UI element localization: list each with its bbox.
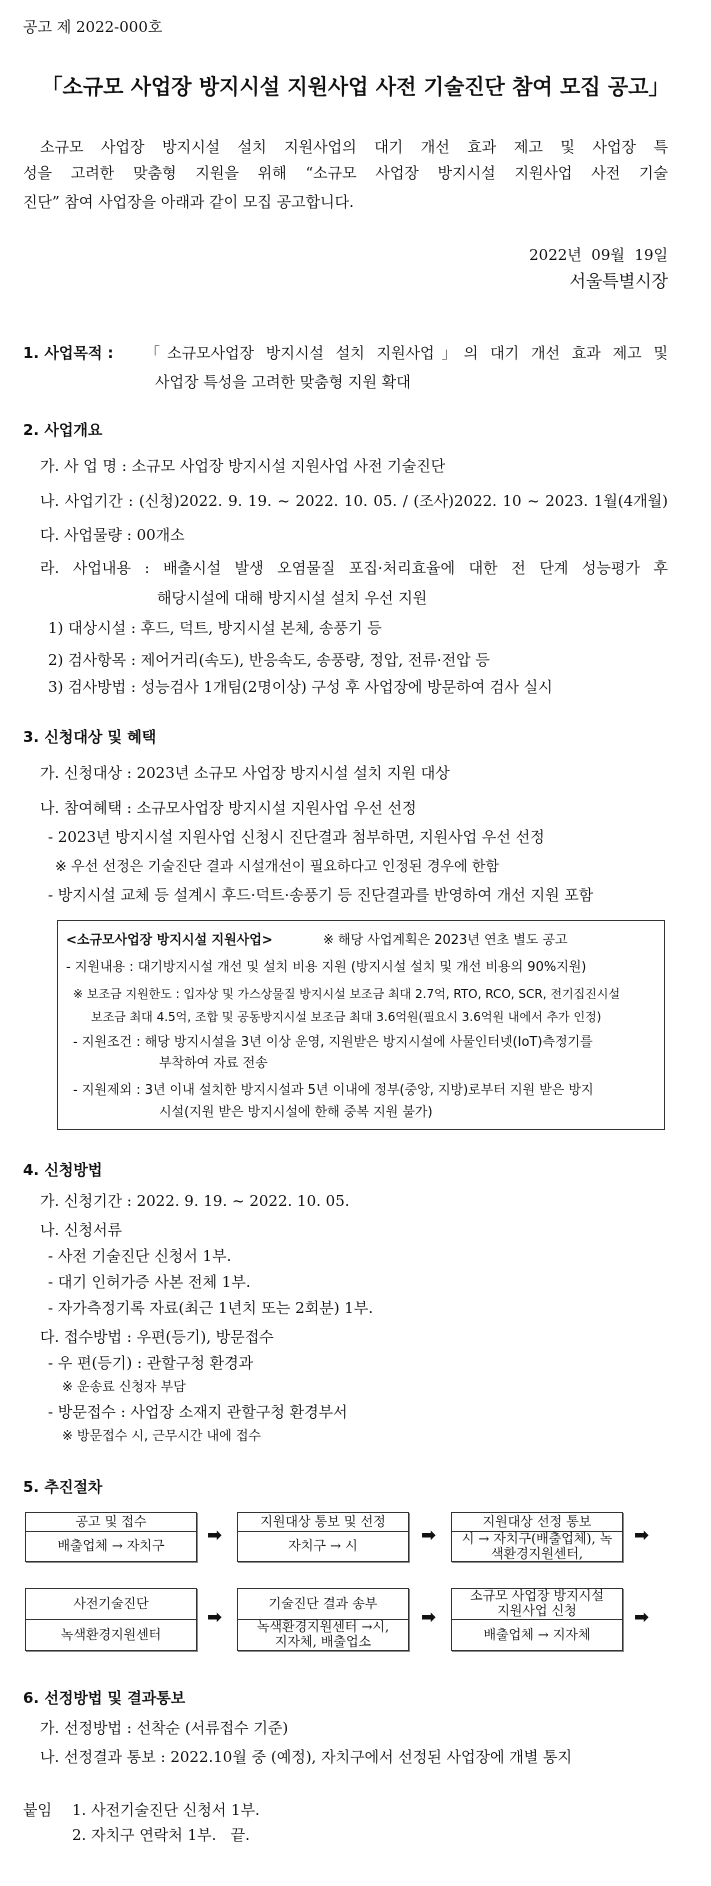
section-1-text: 「소규모사업장 방지시설 설치 지원사업」의 대기 개선 효과 제고 및 (145, 344, 668, 362)
arrow-right-icon: ➡ (207, 1607, 223, 1628)
section-2-item: 나. 사업기간 : (신청)2022. 9. 19. ~ 2022. 10. 05. / (조사)2022. 10 ~ 2023. 1월(4개월) (40, 492, 668, 510)
section-3-item: 나. 참여혜택 : 소규모사업장 방지시설 지원사업 우선 선정 (40, 799, 417, 817)
notice-number: 공고 제 2022-000호 (23, 18, 163, 36)
box-line: - 지원내용 : 대기방지시설 개선 및 설치 비용 지원 (방지시설 설치 및 개선 비용의 90%지원) (66, 960, 587, 975)
section-3-note: ※ 우선 선정은 기술진단 결과 시설개선이 필요하다고 인정된 경우에 한함 (55, 859, 499, 875)
issuer: 서울특별시장 (569, 272, 668, 292)
step-detail: 녹색환경지원센터 (60, 1627, 162, 1643)
section-2-heading: 2. 사업개요 (23, 421, 103, 439)
section-4-note: ※ 방문접수 시, 근무시간 내에 접수 (62, 1429, 261, 1444)
box-line: 부착하여 자료 전송 (159, 1056, 268, 1071)
arrow-right-icon: ➡ (421, 1607, 437, 1628)
section-4-heading: 4. 신청방법 (23, 1161, 103, 1179)
box-title: <소규모사업장 방지시설 지원사업> (66, 933, 273, 948)
section-2-item: 1) 대상시설 : 후드, 덕트, 방지시설 본체, 송풍기 등 (48, 619, 382, 637)
step-detail: 자치구 → 시 (288, 1539, 358, 1554)
section-2-item: 다. 사업물량 : 00개소 (40, 526, 185, 544)
section-2-item: 라. 사업내용 : 배출시설 발생 오염물질 포집·처리효율에 대한 전 단계 성능평가 후 (40, 559, 668, 577)
process-step (237, 1512, 409, 1562)
section-6-item: 나. 선정결과 통보 : 2022.10월 중 (예정), 자치구에서 선정된 사업장에 개별 통지 (40, 1748, 573, 1766)
section-3-item: 가. 신청대상 : 2023년 소규모 사업장 방지시설 설치 지원 대상 (40, 764, 450, 782)
process-step (237, 1588, 409, 1651)
step-title: 공고 및 접수 (26, 1513, 196, 1532)
section-6-item: 가. 선정방법 : 선착순 (서류접수 기준) (40, 1719, 289, 1737)
section-1-text: 사업장 특성을 고려한 맞춤형 지원 확대 (155, 373, 411, 391)
process-step (25, 1588, 197, 1651)
arrow-right-icon: ➡ (634, 1525, 650, 1546)
step-title: 소규모 사업장 방지시설 지원사업 신청 (452, 1589, 622, 1620)
section-4-item: - 자가측정기록 자료(최근 1년치 또는 2회분) 1부. (48, 1299, 374, 1317)
section-3-heading: 3. 신청대상 및 혜택 (23, 728, 157, 746)
section-1-heading: 1. 사업목적 : (23, 344, 114, 362)
intro-line: 성을 고려한 맞춤형 지원을 위해 “소규모 사업장 방지시설 지원사업 사전 기술 (23, 164, 668, 182)
step-title: 기술진단 결과 송부 (238, 1589, 408, 1620)
step-detail: 녹색환경지원센터 →시, 지자체, 배출업소 (256, 1620, 390, 1650)
support-program-box (57, 920, 665, 1130)
notice-date: 2022년 09월 19일 (529, 246, 668, 264)
section-5-heading: 5. 추진절차 (23, 1478, 103, 1496)
section-4-item: 나. 신청서류 (40, 1221, 122, 1239)
intro-line: 진단” 참여 사업장을 아래과 같이 모집 공고합니다. (23, 193, 354, 211)
step-detail: 시 → 자치구(배출업체), 녹색환경지원센터, (461, 1531, 613, 1562)
box-line: 시설(지원 받은 방지시설에 한해 중복 지원 불가) (159, 1105, 433, 1120)
arrow-right-icon: ➡ (207, 1525, 223, 1546)
process-step (25, 1512, 197, 1562)
attachment-item: 1. 사전기술진단 신청서 1부. (72, 1801, 260, 1819)
process-step (451, 1512, 623, 1562)
step-title: 지원대상 통보 및 선정 (238, 1513, 408, 1532)
section-2-item: 3) 검사방법 : 성능검사 1개팀(2명이상) 구성 후 사업장에 방문하여 검사 실시 (48, 678, 553, 696)
section-2-item: 2) 검사항목 : 제어거리(속도), 반응속도, 송풍량, 정압, 전류·전압 등 (48, 651, 490, 669)
section-4-item: - 우 편(등기) : 관할구청 환경과 (48, 1354, 254, 1372)
box-line: 보조금 최대 4.5억, 조합 및 공동방지시설 보조금 최대 3.6억원(필요시 3.6억원 내에서 추가 인정) (91, 1010, 602, 1024)
box-line: - 지원제외 : 3년 이내 설치한 방지시설과 5년 이내에 정부(중앙, 지방)로부터 지원 받은 방지 (73, 1083, 594, 1098)
section-4-item: 다. 접수방법 : 우편(등기), 방문접수 (40, 1328, 274, 1346)
step-detail: 배출업체 → 자치구 (57, 1539, 165, 1554)
attachments-label: 붙임 (23, 1801, 52, 1819)
section-3-item: - 방지시설 교체 등 설계시 후드·덕트·송풍기 등 진단결과를 반영하여 개선 지원 포함 (48, 886, 594, 904)
step-title: 사전기술진단 (26, 1589, 196, 1620)
intro-line: 소규모 사업장 방지시설 설치 지원사업의 대기 개선 효과 제고 및 사업장 특 (40, 138, 668, 156)
arrow-right-icon: ➡ (421, 1525, 437, 1546)
box-line: ※ 보조금 지원한도 : 입자상 및 가스상물질 방지시설 보조금 최대 2.7억, RTO, RCO, SCR, 전기집진시설 (73, 987, 620, 1001)
section-6-heading: 6. 선정방법 및 결과통보 (23, 1689, 186, 1707)
box-note: ※ 해당 사업계획은 2023년 연초 별도 공고 (323, 933, 568, 948)
document-title: 「소규모 사업장 방지시설 지원사업 사전 기술진단 참여 모집 공고」 (41, 75, 670, 99)
box-line: - 지원조건 : 해당 방지시설을 3년 이상 운영, 지원받은 방지시설에 사물인터넷(IoT)측정기를 (73, 1035, 593, 1050)
section-4-item: - 방문접수 : 사업장 소재지 관할구청 환경부서 (48, 1403, 348, 1421)
section-4-item: - 사전 기술진단 신청서 1부. (48, 1247, 232, 1265)
section-3-item: - 2023년 방지시설 지원사업 신청시 진단결과 첨부하면, 지원사업 우선 선정 (48, 828, 545, 846)
attachment-item: 2. 자치구 연락처 1부. 끝. (72, 1826, 250, 1844)
step-detail: 배출업체 → 지자체 (483, 1627, 591, 1643)
process-step (451, 1588, 623, 1651)
section-2-item: 가. 사 업 명 : 소규모 사업장 방지시설 지원사업 사전 기술진단 (40, 457, 446, 475)
section-4-item: - 대기 인허가증 사본 전체 1부. (48, 1273, 251, 1291)
step-title: 지원대상 선정 통보 (452, 1513, 622, 1532)
section-4-note: ※ 운송료 신청자 부담 (62, 1380, 186, 1395)
section-4-item: 가. 신청기간 : 2022. 9. 19. ~ 2022. 10. 05. (40, 1192, 350, 1210)
arrow-right-icon: ➡ (634, 1607, 650, 1628)
section-2-item: 해당시설에 대해 방지시설 설치 우선 지원 (157, 589, 428, 607)
